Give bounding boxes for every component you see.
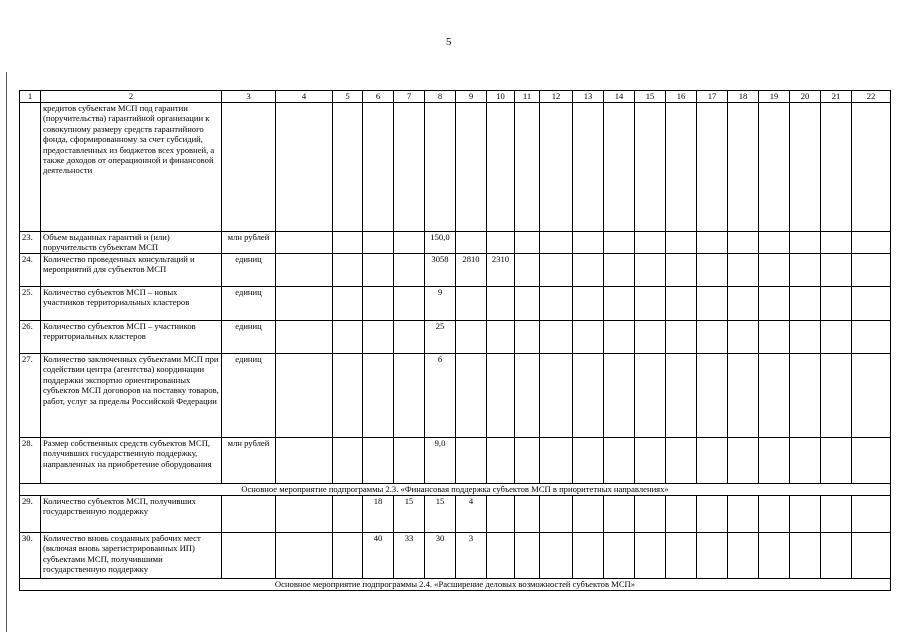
value-cell (573, 254, 604, 287)
unit-cell: единиц (222, 254, 276, 287)
value-cell (333, 533, 363, 579)
value-cell (728, 254, 759, 287)
value-cell (540, 232, 573, 254)
value-cell (852, 496, 891, 533)
header-cell: 6 (363, 91, 394, 103)
value-cell (487, 354, 515, 438)
margin-line (6, 72, 7, 632)
value-cell (540, 254, 573, 287)
value-cell (333, 321, 363, 354)
value-cell (790, 232, 821, 254)
value-cell: 30 (425, 533, 456, 579)
value-cell (666, 438, 697, 484)
value-cell (604, 321, 635, 354)
unit-cell: единиц (222, 321, 276, 354)
value-cell (821, 496, 852, 533)
value-cell (852, 287, 891, 321)
value-cell (363, 287, 394, 321)
value-cell (333, 354, 363, 438)
value-cell (487, 103, 515, 232)
value-cell (394, 354, 425, 438)
value-cell: 18 (363, 496, 394, 533)
value-cell (852, 103, 891, 232)
table-row (20, 321, 891, 354)
value-cell (697, 103, 728, 232)
value-cell (635, 496, 666, 533)
value-cell (333, 438, 363, 484)
value-cell (666, 354, 697, 438)
value-cell (604, 103, 635, 232)
value-cell (604, 287, 635, 321)
value-cell (635, 287, 666, 321)
value-cell: 4 (456, 496, 487, 533)
value-cell (333, 254, 363, 287)
value-cell: 15 (425, 496, 456, 533)
value-cell (852, 321, 891, 354)
value-cell (666, 103, 697, 232)
value-cell (573, 354, 604, 438)
header-cell: 3 (222, 91, 276, 103)
row-number: 26. (20, 321, 41, 354)
indicator-name: Количество заключенных субъектами МСП при содействии центра (агентства) координации поддержки экспортно ориентированных субъектов МСП договоров на поставку товаров, работ, услуг за пределы Российской Федерации (41, 354, 222, 438)
value-cell (821, 354, 852, 438)
unit-cell (222, 533, 276, 579)
value-cell: 25 (425, 321, 456, 354)
table-row (20, 438, 891, 484)
value-cell (852, 354, 891, 438)
value-cell (821, 232, 852, 254)
value-cell (515, 287, 540, 321)
value-cell (604, 438, 635, 484)
value-cell (666, 232, 697, 254)
value-cell (697, 496, 728, 533)
indicator-name: Объем выданных гарантий и (или) поручительств субъектам МСП (41, 232, 222, 254)
value-cell: 2810 (456, 254, 487, 287)
page-number: 5 (446, 36, 452, 48)
value-cell (852, 254, 891, 287)
value-cell (635, 103, 666, 232)
value-cell (276, 254, 333, 287)
value-cell (515, 232, 540, 254)
row-number (20, 103, 41, 232)
value-cell (276, 438, 333, 484)
value-cell (456, 103, 487, 232)
value-cell (728, 287, 759, 321)
value-cell (333, 232, 363, 254)
value-cell (821, 254, 852, 287)
table-row (20, 287, 891, 321)
value-cell (573, 496, 604, 533)
value-cell (697, 287, 728, 321)
value-cell (540, 287, 573, 321)
value-cell (635, 321, 666, 354)
value-cell (515, 321, 540, 354)
value-cell (394, 321, 425, 354)
value-cell (697, 354, 728, 438)
value-cell: 3 (456, 533, 487, 579)
value-cell (666, 254, 697, 287)
value-cell (697, 321, 728, 354)
value-cell (487, 438, 515, 484)
row-number: 23. (20, 232, 41, 254)
value-cell (635, 354, 666, 438)
value-cell (487, 321, 515, 354)
value-cell (852, 438, 891, 484)
value-cell (759, 232, 790, 254)
unit-cell: единиц (222, 354, 276, 438)
value-cell (759, 287, 790, 321)
value-cell (456, 438, 487, 484)
value-cell (728, 232, 759, 254)
value-cell (821, 321, 852, 354)
value-cell: 3058 (425, 254, 456, 287)
value-cell: 33 (394, 533, 425, 579)
table-row (20, 232, 891, 254)
value-cell (425, 103, 456, 232)
value-cell (604, 354, 635, 438)
header-cell: 4 (276, 91, 333, 103)
value-cell: 40 (363, 533, 394, 579)
value-cell (821, 438, 852, 484)
value-cell (666, 496, 697, 533)
value-cell (728, 496, 759, 533)
section-title: Основное мероприятие подпрограммы 2.4. «Расширение деловых возможностей субъектов МСП» (20, 579, 891, 591)
row-number: 25. (20, 287, 41, 321)
value-cell (487, 496, 515, 533)
value-cell (790, 103, 821, 232)
value-cell (759, 254, 790, 287)
header-cell: 11 (515, 91, 540, 103)
value-cell (728, 103, 759, 232)
value-cell (394, 232, 425, 254)
value-cell (363, 321, 394, 354)
value-cell (635, 438, 666, 484)
value-cell: 150,0 (425, 232, 456, 254)
value-cell (276, 321, 333, 354)
value-cell (573, 232, 604, 254)
value-cell (728, 438, 759, 484)
value-cell (487, 533, 515, 579)
unit-cell: млн рублей (222, 438, 276, 484)
value-cell (515, 533, 540, 579)
indicators-table (19, 90, 891, 591)
value-cell (821, 533, 852, 579)
value-cell (394, 103, 425, 232)
value-cell (728, 533, 759, 579)
value-cell (790, 321, 821, 354)
header-cell: 16 (666, 91, 697, 103)
value-cell (635, 533, 666, 579)
value-cell (515, 496, 540, 533)
header-cell: 7 (394, 91, 425, 103)
value-cell (540, 103, 573, 232)
value-cell: 2310 (487, 254, 515, 287)
value-cell (276, 533, 333, 579)
value-cell (790, 496, 821, 533)
value-cell (852, 533, 891, 579)
row-number: 24. (20, 254, 41, 287)
header-row (20, 91, 891, 103)
value-cell (697, 438, 728, 484)
value-cell (759, 438, 790, 484)
value-cell (790, 287, 821, 321)
value-cell (635, 232, 666, 254)
value-cell: 9 (425, 287, 456, 321)
value-cell (573, 438, 604, 484)
indicator-name: Количество вновь созданных рабочих мест (включая вновь зарегистрированных ИП) субъектами МСП, получившими государственную поддержку (41, 533, 222, 579)
value-cell (515, 254, 540, 287)
value-cell (790, 254, 821, 287)
header-cell: 21 (821, 91, 852, 103)
value-cell (759, 354, 790, 438)
header-cell: 22 (852, 91, 891, 103)
row-number: 29. (20, 496, 41, 533)
value-cell (276, 232, 333, 254)
value-cell (394, 438, 425, 484)
header-cell: 8 (425, 91, 456, 103)
header-cell: 10 (487, 91, 515, 103)
value-cell (333, 103, 363, 232)
indicator-name: Количество проведенных консультаций и мероприятий для субъектов МСП (41, 254, 222, 287)
value-cell (394, 254, 425, 287)
value-cell (573, 287, 604, 321)
value-cell (604, 533, 635, 579)
value-cell (515, 103, 540, 232)
value-cell (363, 354, 394, 438)
header-cell: 15 (635, 91, 666, 103)
row-number: 27. (20, 354, 41, 438)
value-cell (456, 354, 487, 438)
value-cell (363, 438, 394, 484)
header-cell: 19 (759, 91, 790, 103)
value-cell (456, 321, 487, 354)
value-cell (666, 287, 697, 321)
value-cell (635, 254, 666, 287)
value-cell (697, 533, 728, 579)
value-cell (728, 321, 759, 354)
value-cell (456, 232, 487, 254)
value-cell (276, 496, 333, 533)
value-cell (728, 354, 759, 438)
value-cell (573, 103, 604, 232)
table-row (20, 254, 891, 287)
value-cell (604, 232, 635, 254)
table-body (20, 91, 891, 591)
header-cell: 9 (456, 91, 487, 103)
value-cell (759, 496, 790, 533)
value-cell (540, 354, 573, 438)
value-cell (515, 354, 540, 438)
value-cell (333, 496, 363, 533)
value-cell (604, 496, 635, 533)
value-cell: 15 (394, 496, 425, 533)
section-row (20, 484, 891, 496)
header-cell: 2 (41, 91, 222, 103)
header-cell: 12 (540, 91, 573, 103)
value-cell (604, 254, 635, 287)
header-cell: 18 (728, 91, 759, 103)
value-cell (487, 287, 515, 321)
value-cell (697, 232, 728, 254)
indicator-name: Количество субъектов МСП – участников территориальных кластеров (41, 321, 222, 354)
value-cell (276, 354, 333, 438)
section-row (20, 579, 891, 591)
value-cell (456, 287, 487, 321)
indicator-name: Количество субъектов МСП – новых участников территориальных кластеров (41, 287, 222, 321)
value-cell (363, 103, 394, 232)
value-cell (487, 232, 515, 254)
value-cell (666, 321, 697, 354)
value-cell (759, 103, 790, 232)
row-number: 30. (20, 533, 41, 579)
indicator-name: Размер собственных средств субъектов МСП, получивших государственную поддержку, направленных на приобретение оборудования (41, 438, 222, 484)
table-row (20, 496, 891, 533)
value-cell: 6 (425, 354, 456, 438)
header-cell: 17 (697, 91, 728, 103)
value-cell (276, 103, 333, 232)
value-cell (821, 287, 852, 321)
header-cell: 20 (790, 91, 821, 103)
value-cell (540, 321, 573, 354)
value-cell (363, 254, 394, 287)
value-cell (852, 232, 891, 254)
unit-cell (222, 103, 276, 232)
table-row (20, 354, 891, 438)
value-cell (540, 533, 573, 579)
value-cell (573, 321, 604, 354)
value-cell (790, 438, 821, 484)
value-cell (363, 232, 394, 254)
table-row (20, 103, 891, 232)
indicator-name: Количество субъектов МСП, получивших государственную поддержку (41, 496, 222, 533)
value-cell (515, 438, 540, 484)
unit-cell: млн рублей (222, 232, 276, 254)
value-cell (333, 287, 363, 321)
value-cell (394, 287, 425, 321)
value-cell (790, 354, 821, 438)
value-cell: 9,0 (425, 438, 456, 484)
unit-cell: единиц (222, 287, 276, 321)
header-cell: 5 (333, 91, 363, 103)
header-cell: 1 (20, 91, 41, 103)
header-cell: 14 (604, 91, 635, 103)
value-cell (697, 254, 728, 287)
table-row (20, 533, 891, 579)
indicator-name: кредитов субъектам МСП под гарантии (поручительства) гарантийной организации к совокупному размеру средств гарантийного фонда, сформированному за счет субсидий, предоставленных из бюджетов всех уровней, а также доходов от операционной и финансовой деятельности (41, 103, 222, 232)
value-cell (666, 533, 697, 579)
value-cell (759, 533, 790, 579)
header-cell: 13 (573, 91, 604, 103)
value-cell (276, 287, 333, 321)
value-cell (821, 103, 852, 232)
value-cell (540, 496, 573, 533)
unit-cell (222, 496, 276, 533)
value-cell (790, 533, 821, 579)
value-cell (759, 321, 790, 354)
value-cell (573, 533, 604, 579)
section-title: Основное мероприятие подпрограммы 2.3. «Финансовая поддержка субъектов МСП в приоритетных направлениях» (20, 484, 891, 496)
value-cell (540, 438, 573, 484)
row-number: 28. (20, 438, 41, 484)
